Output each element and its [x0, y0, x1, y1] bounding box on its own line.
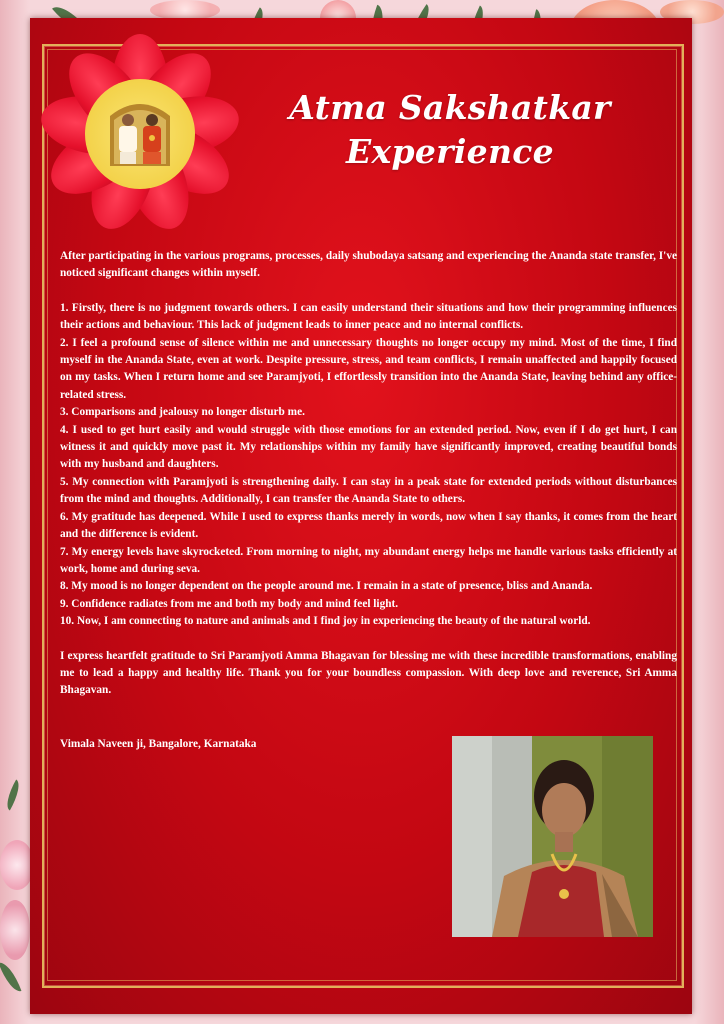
point-3: 3. Comparisons and jealousy no longer disturb me. — [60, 406, 305, 419]
point-5: 5. My connection with Paramjyoti is strengthening daily. I can stay in a peak state for extended periods without disturbances from the mind and thoughts. Additionally, I can transfer the Ananda State to others. — [60, 475, 677, 506]
point-2: 2. I feel a profound sense of silence within me and unnecessary thoughts no longer occupy my mind. Most of the time, I find myself in the Ananda State, even at work. Despite pressure, stress, and team conflicts, I remain unaffected and happily focused on my tasks. When I return home and see Paramjyoti, I effortlessly transition into the Ananda State, leaving behind any office-related stress. — [60, 336, 677, 401]
couple-portrait — [106, 96, 174, 168]
flower-emblem — [40, 34, 240, 234]
author-signature: Vimala Naveen ji, Bangalore, Karnataka — [60, 738, 257, 750]
point-4: 4. I used to get hurt easily and would struggle with those emotions for an extended period. Now, even if I do get hurt, I can witness it and quickly move past it. My relationships within my family have significantly improved, creating beautiful bonds with my husband and daughters. — [60, 423, 677, 471]
point-1: 1. Firstly, there is no judgment towards others. I can easily understand their situations and how their programming influences their actions and behaviour. This lack of judgment leads to inner peace and no internal conflicts. — [60, 301, 677, 332]
testimonial-body — [60, 248, 677, 700]
point-7: 7. My energy levels have skyrocketed. From morning to night, my abundant energy helps me handle various tasks efficiently at work, home and during seva. — [60, 545, 677, 575]
point-6: 6. My gratitude has deepened. While I used to express thanks merely in words, now when I say thanks, it comes from the heart and the difference is evident. — [60, 510, 677, 541]
intro-paragraph: After participating in the various programs, processes, daily shubodaya satsang and experiencing the Ananda state transfer, I've noticed significant changes within myself. — [60, 250, 677, 280]
author-photo — [452, 736, 653, 937]
title-line-1: Atma Sakshatkar — [289, 88, 611, 127]
point-8: 8. My mood is no longer dependent on the people around me. I remain in a state of presence, bliss and Ananda. — [60, 580, 593, 593]
title-line-2: Experience — [346, 132, 554, 171]
gratitude-paragraph: I express heartfelt gratitude to Sri Paramjyoti Amma Bhagavan for blessing me with these incredible transformations, enabling me to lead a happy and healthy life. Thank you for your boundless compassion. With deep love and reverence, Sri Amma Bhagavan. — [60, 649, 677, 697]
page-title — [280, 86, 620, 174]
point-9: 9. Confidence radiates from me and both my body and mind feel light. — [60, 597, 399, 610]
point-10: 10. Now, I am connecting to nature and animals and I find joy in experiencing the beauty of the natural world. — [60, 615, 591, 628]
